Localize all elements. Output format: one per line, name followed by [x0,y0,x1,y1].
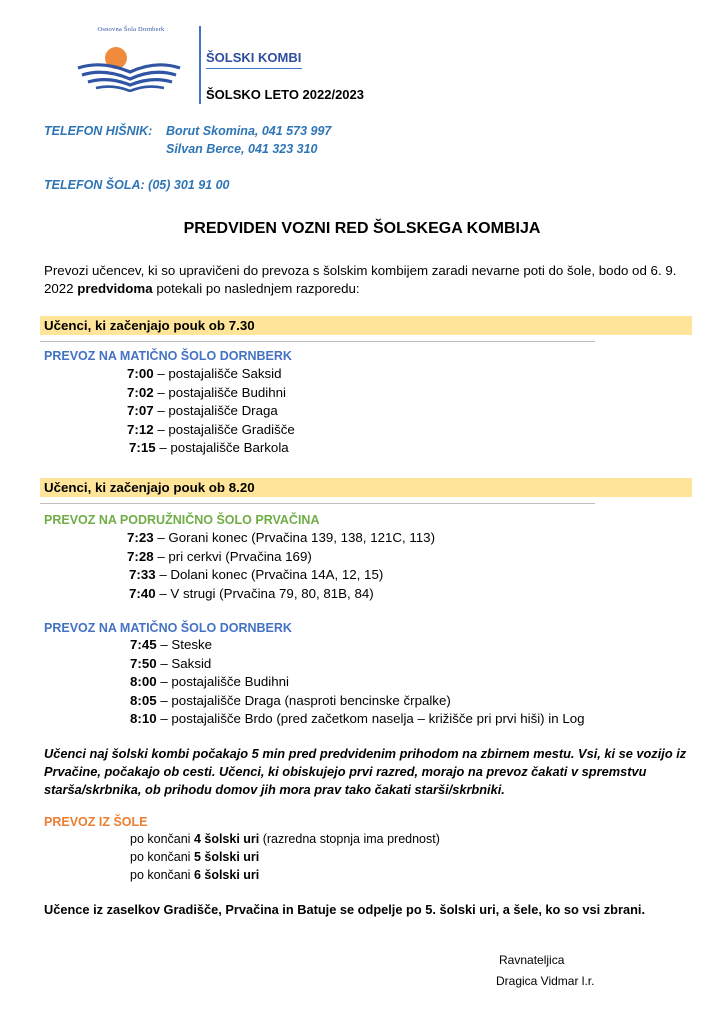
departure-time: 8:10 [130,711,157,727]
schedule-list [127,365,295,458]
signature-role: Ravnateljica [499,953,565,967]
stop-name: – Gorani konec (Prvačina 139, 138, 121C, 113) [153,530,435,545]
schedule-row [130,673,585,692]
intro-text-1: Prevozi učencev, ki so upravičeni do prevoza s šolskim kombijem zaradi nevarne poti do šole, bodo od 6. 9. 2022 [44,263,677,296]
header-divider [199,26,201,104]
return-prefix: po končani [130,832,194,846]
stop-name: – postajališče Gradišče [153,421,295,437]
divider [40,341,595,342]
janitor-phone-label: TELEFON HIŠNIK: [44,124,153,138]
departure-time: 7:33 [129,567,156,583]
schedule-row [127,529,435,548]
stop-name: – Dolani konec (Prvačina 14A, 12, 15) [155,567,384,583]
signature-name: Dragica Vidmar l.r. [496,974,595,988]
stop-name: – postajališče Budihni [153,384,286,400]
stop-name: – postajališče Draga (nasproti bencinske črpalke) [156,692,451,708]
waiting-instructions: Učenci naj šolski kombi počakajo 5 min pred predvidenim prihodom na zbirnem mestu. Vsi, ki se vozijo iz Prvačine, počakajo ob cesti. Učenci, ki obiskujejo prvi razred, morajo na prevoz čakati v spremstvu starša/skrbnika, ob prihodu domov jih mora prav tako čakati starši/skrbniki. [44,746,687,797]
stop-name: – postajališče Budihni [156,674,289,690]
schedule-row [127,585,435,604]
schedule-row [130,692,585,711]
schedule-row [130,636,585,655]
departure-time: 8:00 [130,674,157,690]
departure-time: 7:12 [127,421,154,437]
stop-name: – postajališče Barkola [155,440,289,456]
departure-time: 7:15 [129,440,156,456]
schedule-list [130,636,585,729]
stop-name: – V strugi (Prvačina 79, 80, 81B, 84) [155,585,374,601]
schedule-list [127,529,435,603]
janitor-phone-1: Borut Skomina, 041 573 997 [166,124,332,138]
stop-name: – postajališče Brdo (pred začetkom naselja – križišče pri prvi hiši) in Log [156,711,585,727]
group-band-730 [40,316,692,335]
stop-name: – postajališče Draga [153,403,278,419]
schedule-row [130,655,585,674]
return-row [130,866,440,884]
header-title: ŠOLSKI KOMBI [206,50,302,65]
departure-time: 7:50 [130,655,157,671]
janitor-phone-2: Silvan Berce, 041 323 310 [166,142,318,156]
schedule-row [127,421,295,440]
page-title: PREDVIDEN VOZNI RED ŠOLSKEGA KOMBIJA [183,220,541,237]
return-list [130,830,440,884]
schedule-row [127,566,435,585]
schedule-row [127,384,295,403]
section-heading: PREVOZ NA MATIČNO ŠOLO DORNBERK [44,349,292,363]
stop-name: – pri cerkvi (Prvačina 169) [153,548,312,564]
group-band-820 [40,478,692,497]
departure-time: 7:02 [127,384,154,400]
return-note: (razredna stopnja ima prednost) [259,832,440,846]
departure-time: 8:05 [130,692,157,708]
book-sun-icon [76,22,186,92]
schedule-row [127,402,295,421]
logo-text: Osnovna Šola Dornberk [97,26,165,33]
schedule-row [130,710,585,729]
group-band-label: Učenci, ki začenjajo pouk ob 8.20 [44,480,255,495]
departure-time: 7:45 [130,637,157,652]
return-period: 6 šolski uri [193,868,260,882]
final-note: Učence iz zaselkov Gradišče, Prvačina in Batuje se odpelje po 5. šolski uri, a šele, ko so vsi zbrani. [44,902,645,917]
section-heading: PREVOZ NA MATIČNO ŠOLO DORNBERK [44,621,292,635]
stop-name: – postajališče Saksid [153,366,282,381]
return-period: 5 šolski uri [193,850,260,864]
departure-time: 7:07 [127,403,154,419]
group-band-label: Učenci, ki začenjajo pouk ob 7.30 [44,318,255,333]
intro-paragraph [44,262,684,298]
school-year: ŠOLSKO LETO 2022/2023 [206,87,364,102]
departure-time: 7:40 [129,585,156,601]
departure-time: 7:00 [127,366,154,381]
schedule-row [127,439,295,458]
schedule-row [127,548,435,567]
intro-text-2: potekali po naslednjem razporedu: [152,281,360,296]
return-row [130,830,440,848]
return-row [130,848,440,866]
school-logo [76,22,186,92]
return-period: 4 šolski uri [193,832,260,846]
departure-time: 7:28 [127,548,154,564]
section-heading: PREVOZ IZ ŠOLE [44,815,148,829]
header-underline [206,68,302,69]
departure-time: 7:23 [127,530,154,545]
divider [40,503,595,504]
return-prefix: po končani [130,868,194,882]
intro-emphasis: predvidoma [77,281,153,296]
stop-name: – Steske [156,637,213,652]
return-prefix: po končani [130,850,194,864]
section-heading: PREVOZ NA PODRUŽNIČNO ŠOLO PRVAČINA [44,513,320,527]
stop-name: – Saksid [156,655,212,671]
schedule-row [127,365,295,384]
school-phone: TELEFON ŠOLA: (05) 301 91 00 [44,178,230,192]
